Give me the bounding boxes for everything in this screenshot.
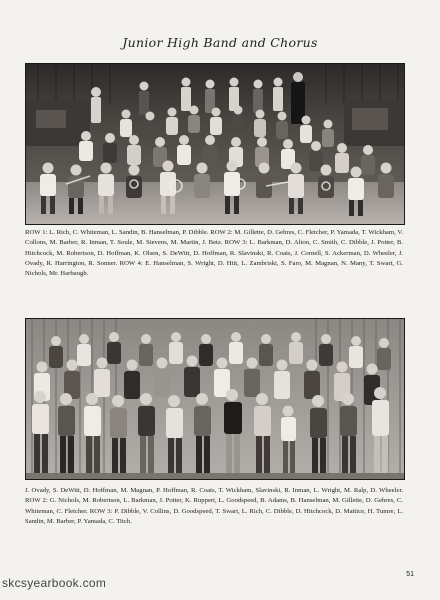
page-title: Junior High Band and Chorus <box>122 35 318 50</box>
band-roster-caption: ROW 1: L. Rich, C. Whiteman, L. Sandin, B. Hanselman, P. Dibble. ROW 2: M. Gillette, D. Gehres, C. Fletcher, P. Yamada, T. Wickham, V. Collons, M. Barber, R. Inman, T. Soule, M. Stevens, M. Martin, J. Betz. ROW 3: L. Barkman, D. Alton, C. Smith, C. Dibble, J. Potter, B. Hitchcock, M. Robertson, D. Hoffman, K. Olsen, S. DeWitt, D. Hoffman, R. Slavinski, R. Coats, J. Cornell, S. Ackerman, D. Wheeler, J. Ovady, R. Harrington, R. Sonner. ROW 4: E. Hanselman, S. Wright, D. Hitt, L. Zambriski, S. Faro, M. Magnan, N. Many, T. Swart, G. Nichols, Mr. Harbaugh. <box>25 229 403 278</box>
chorus-photo-image <box>26 319 404 479</box>
band-group-photo <box>25 63 405 225</box>
chorus-group-photo <box>25 318 405 480</box>
chorus-roster-caption: J. Ovady, S. DeWitt, D. Hoffman, M. Magnan, P. Hoffman, R. Coats, T. Wickham, Slavinski, R. Inman, L. Wright, M. Ralp, D. Wheeler. ROW 2: G. Nichols, M. Robertson, L. Barkman, J. Potter, K. Ruppert, L. Goodspeed, B. Adams, B. Hanselman, M. Gillette, D. Gehres, C. Whiteman, C. Fletcher. ROW 3: P. Dibble, V. Collins, D. Goodspeed, T. Swart, L. Rich, C. Dibble, D. Hitchcock, D. Mattice, H. Tumre, L. Sandin, M. Barber, P. Yamada, C. Titch. <box>25 487 403 525</box>
page-number: 51 <box>406 571 414 578</box>
band-photo-image <box>26 64 404 224</box>
site-watermark: skcsyearbook.com <box>2 576 107 590</box>
